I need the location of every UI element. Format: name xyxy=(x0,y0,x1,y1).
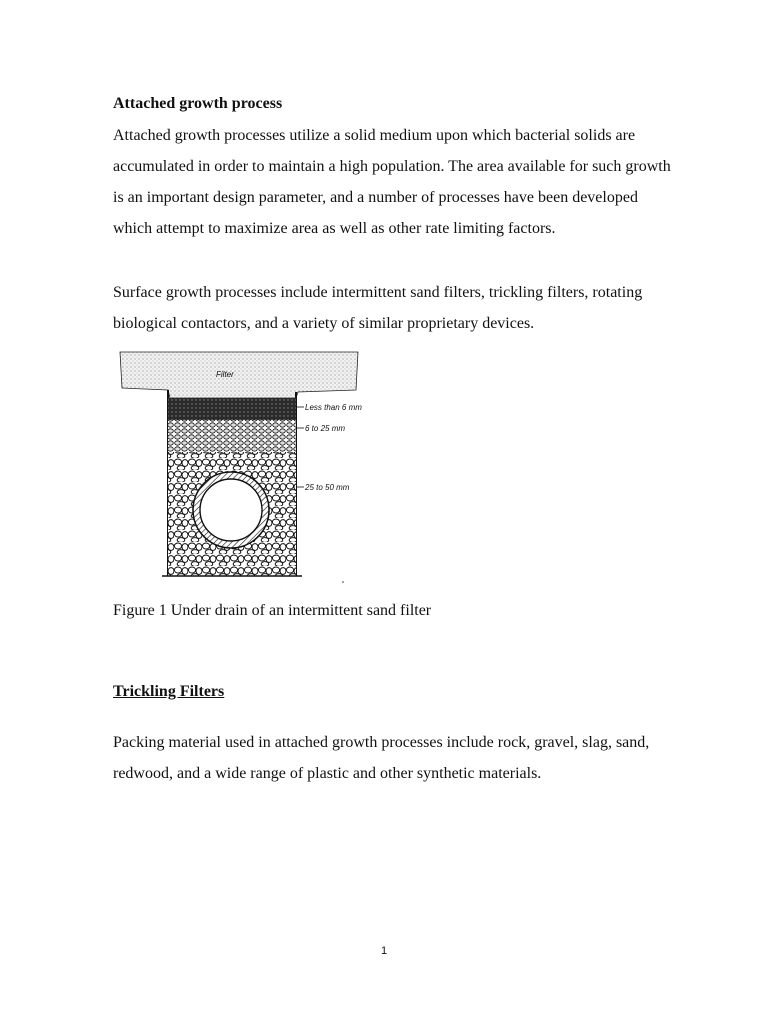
underdrain-pipe-bore xyxy=(200,479,262,541)
fine-gravel-layer xyxy=(168,398,296,420)
label-filter: Filter xyxy=(216,370,234,379)
label-fine-gravel: Less than 6 mm xyxy=(305,403,362,412)
sand-filter-layer xyxy=(120,352,358,398)
label-medium-gravel: 6 to 25 mm xyxy=(305,424,346,433)
page-number: 1 xyxy=(380,945,388,957)
underdrain-illustration xyxy=(118,350,368,590)
figure-caption: Figure 1 Under drain of an intermittent sand filter xyxy=(113,602,432,619)
scan-speck xyxy=(342,581,344,583)
paragraph-packing-material: Packing material used in attached growth processes include rock, gravel, slag, sand, redwood, and a wide range of plastic and other synthetic materials. xyxy=(113,734,650,782)
figure-underdrain-diagram xyxy=(118,350,368,590)
section-heading-trickling-filters: Trickling Filters xyxy=(113,683,225,700)
paragraph-surface-growth: Surface growth processes include intermittent sand filters, trickling filters, rotating biological contactors, and a variety of similar proprietary devices. xyxy=(113,284,643,332)
paragraph-attached-growth-intro: Attached growth processes utilize a solid medium upon which bacterial solids are accumulated in order to maintain a high population. The area available for such growth is an important design parameter, and a number of processes have been developed which attempt to maximize area as well as other rate limiting factors. xyxy=(113,127,671,237)
section-heading-attached-growth: Attached growth process xyxy=(113,95,283,112)
medium-gravel-layer xyxy=(168,420,296,452)
label-coarse-gravel: 25 to 50 mm xyxy=(305,483,350,492)
